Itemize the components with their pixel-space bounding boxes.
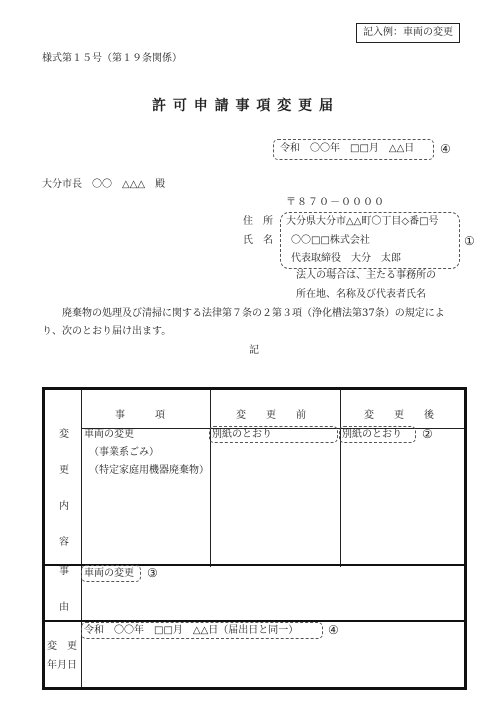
- ki-mark: 記: [249, 345, 259, 356]
- change-date-value: 令和 〇〇年 □□月 △△日（届出日と同一）: [84, 625, 299, 636]
- page-title: 許 可 申 請 事 項 変 更 届: [152, 98, 334, 114]
- corporate-note-2: 所在地、名称及び代表者氏名: [296, 289, 426, 300]
- before-value: 別紙のとおり: [212, 429, 272, 440]
- marker-4: ④: [440, 142, 451, 156]
- row-label-char: 由: [59, 602, 69, 613]
- submission-date: 令和 〇〇年 □□月 △△日: [280, 143, 415, 154]
- after-value: 別紙のとおり: [342, 429, 402, 440]
- corporate-note-1: 法人の場合は、主たる事務所の: [296, 270, 436, 281]
- body-text-1: 廃棄物の処理及び清掃に関する法律第７条の２第３項（浄化槽法第37条）の規定によ: [62, 308, 445, 319]
- addressee: 大分市長 〇〇 △△△ 殿: [42, 179, 166, 190]
- marker-3: ③: [147, 566, 158, 580]
- row-label-char: 更: [59, 465, 69, 476]
- change-date-label-2: 年月日: [47, 660, 77, 671]
- example-label: 記入例：車両の変更: [356, 23, 460, 43]
- row-label-char: 容: [59, 537, 69, 548]
- item-value-2: （事業系ごみ）: [89, 447, 159, 458]
- table-col-divider: [81, 390, 82, 687]
- marker-1: ①: [464, 234, 475, 248]
- item-value-1: 車両の変更: [84, 429, 134, 440]
- col-header-item: 事 項: [115, 410, 165, 421]
- col-header-after: 変 更 後: [364, 410, 434, 421]
- item-value-3: （特定家庭用機器廃棄物）: [89, 465, 209, 476]
- reason-value: 車両の変更: [84, 568, 134, 579]
- col-header-before: 変 更 前: [236, 410, 306, 421]
- address-value: 大分県大分市△△町〇丁目◇番□号: [286, 216, 439, 227]
- marker-2: ②: [422, 427, 433, 441]
- representative: 代表取締役 大分 太郎: [291, 253, 401, 264]
- row-label-char: 変: [59, 429, 69, 440]
- table-col-divider: [340, 390, 341, 567]
- marker-4b: ④: [328, 623, 339, 637]
- row-label-char: 事: [59, 566, 69, 577]
- company-name: 〇〇□□株式会社: [291, 235, 370, 246]
- table-col-divider: [210, 390, 211, 567]
- change-date-label-1: 変 更: [47, 641, 77, 652]
- name-label: 氏 名: [243, 235, 273, 246]
- body-text-2: り、次のとおり届け出ます。: [42, 326, 172, 337]
- form-number: 様式第１５号（第１９条関係）: [42, 53, 182, 64]
- postal-code: 〒８７０－００００: [286, 197, 385, 208]
- row-label-char: 内: [59, 501, 69, 512]
- address-label: 住 所: [243, 216, 273, 227]
